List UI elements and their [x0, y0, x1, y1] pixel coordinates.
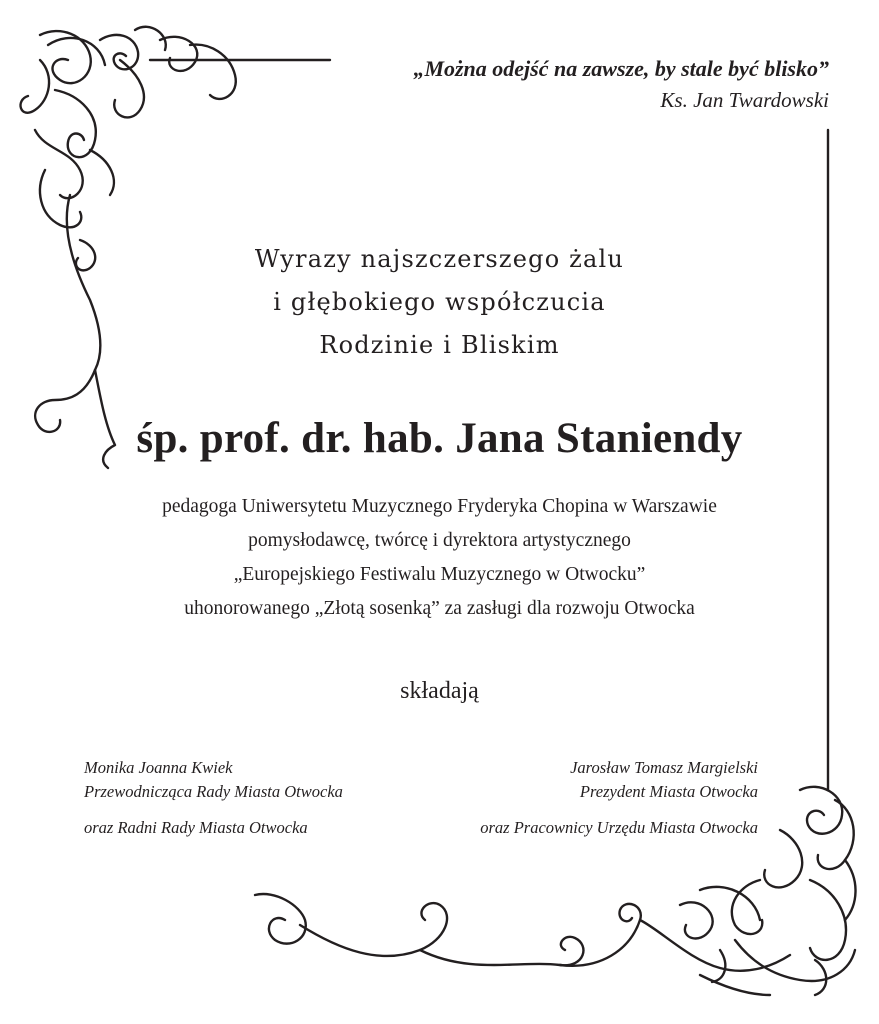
- signature-right: [480, 756, 758, 840]
- vine-flourish-icon: [255, 894, 790, 971]
- closing-word: składają: [400, 678, 479, 704]
- description-line-4: uhonorowanego „Złotą sosenką” za zasługi dla rozwoju Otwocka: [184, 598, 695, 619]
- signature-right-group: oraz Pracownicy Urzędu Miasta Otwocka: [480, 818, 758, 837]
- description-line-1: pedagoga Uniwersytetu Muzycznego Fryderyka Chopina w Warszawie: [162, 496, 717, 517]
- condolence-line-1: Wyrazy najszczerszego żalu: [254, 245, 625, 273]
- epigraph-quote: [413, 52, 829, 117]
- deceased-name: śp. prof. dr. hab. Jana Staniendy: [136, 415, 743, 462]
- signature-left-name: Monika Joanna Kwiek: [84, 758, 233, 777]
- signature-left: [84, 756, 343, 840]
- signature-left-title: Przewodnicząca Rady Miasta Otwocka: [84, 782, 343, 801]
- description-line-3: „Europejskiego Festiwalu Muzycznego w Otwocku”: [233, 564, 646, 585]
- description-line-2: pomysłodawcę, twórcę i dyrektora artystycznego: [248, 530, 631, 551]
- condolence-line-3: Rodzinie i Bliskim: [319, 331, 560, 359]
- quote-text: „Można odejść na zawsze, by stale być blisko”: [413, 56, 829, 81]
- signature-left-group: oraz Radni Rady Miasta Otwocka: [84, 818, 308, 837]
- quote-author: Ks. Jan Twardowski: [660, 88, 829, 112]
- signature-right-name: Jarosław Tomasz Margielski: [570, 758, 758, 777]
- deceased-description: [0, 490, 879, 626]
- condolence-line-2: i głębokiego współczucia: [273, 288, 606, 316]
- signature-right-title: Prezydent Miasta Otwocka: [579, 782, 758, 801]
- condolence-message: [0, 238, 879, 367]
